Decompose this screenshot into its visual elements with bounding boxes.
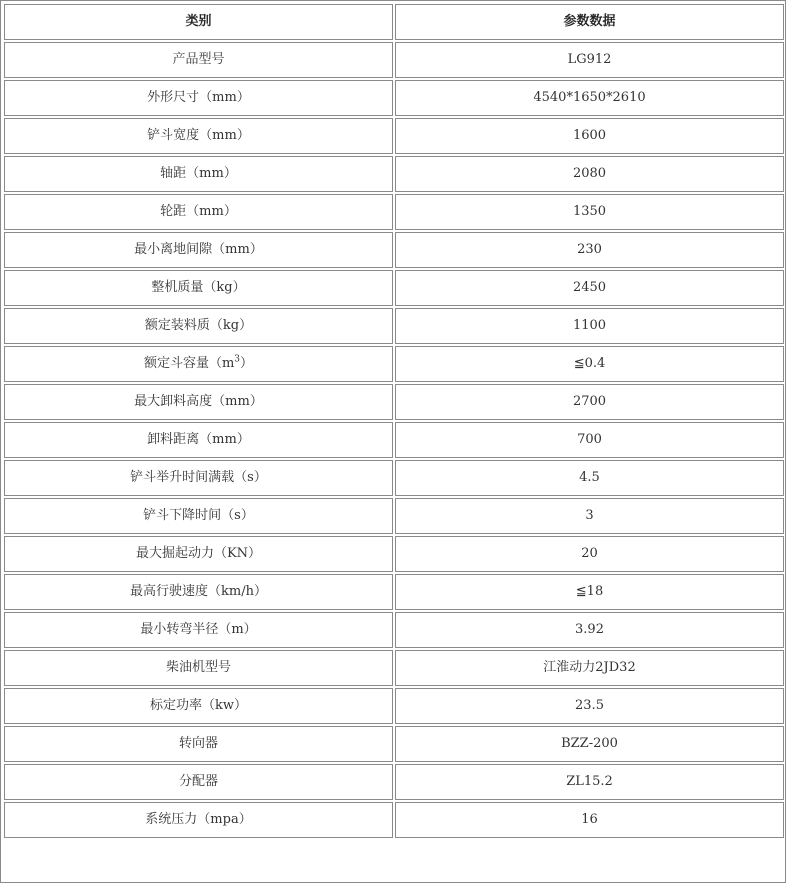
table-row	[4, 802, 784, 838]
table-row	[4, 726, 784, 762]
table-row	[4, 650, 784, 686]
header-category: 类别	[4, 4, 393, 40]
row-label: 最小离地间隙（mm）	[4, 232, 393, 268]
row-value: 23.5	[395, 688, 784, 724]
row-value: 230	[395, 232, 784, 268]
table-row	[4, 156, 784, 192]
row-label	[4, 346, 393, 382]
row-value: 2700	[395, 384, 784, 420]
superscript-three: 3	[234, 354, 241, 365]
row-label: 产品型号	[4, 42, 393, 78]
table-row	[4, 422, 784, 458]
row-label: 铲斗举升时间满载（s）	[4, 460, 393, 496]
row-label: 最大掘起动力（KN）	[4, 536, 393, 572]
row-label: 轮距（mm）	[4, 194, 393, 230]
header-parameter-data: 参数数据	[395, 4, 784, 40]
row-value: 700	[395, 422, 784, 458]
row-value: 1600	[395, 118, 784, 154]
row-value: ≦0.4	[395, 346, 784, 382]
row-label: 铲斗宽度（mm）	[4, 118, 393, 154]
row-label: 铲斗下降时间（s）	[4, 498, 393, 534]
row-label: 系统压力（mpa）	[4, 802, 393, 838]
table-header-row	[4, 4, 784, 40]
row-value: 3	[395, 498, 784, 534]
row-label: 柴油机型号	[4, 650, 393, 686]
row-label: 最小转弯半径（m）	[4, 612, 393, 648]
row-label: 整机质量（kg）	[4, 270, 393, 306]
spec-table	[2, 2, 786, 840]
table-row	[4, 764, 784, 800]
table-row	[4, 194, 784, 230]
row-value: ZL15.2	[395, 764, 784, 800]
row-value: 16	[395, 802, 784, 838]
row-label: 最大卸料高度（mm）	[4, 384, 393, 420]
row-label-text: 额定斗容量（m	[143, 356, 235, 371]
table-row	[4, 232, 784, 268]
row-label: 分配器	[4, 764, 393, 800]
row-value: 江淮动力2JD32	[395, 650, 784, 686]
row-value: 4.5	[395, 460, 784, 496]
table-row	[4, 498, 784, 534]
row-label: 标定功率（kw）	[4, 688, 393, 724]
row-value: 1100	[395, 308, 784, 344]
row-value: 2080	[395, 156, 784, 192]
table-row	[4, 118, 784, 154]
table-row	[4, 460, 784, 496]
row-value: 20	[395, 536, 784, 572]
row-label-close-paren: ）	[240, 356, 254, 371]
row-value: 1350	[395, 194, 784, 230]
row-label: 外形尺寸（mm）	[4, 80, 393, 116]
row-label: 卸料距离（mm）	[4, 422, 393, 458]
row-value: ≦18	[395, 574, 784, 610]
row-label: 最高行驶速度（km/h）	[4, 574, 393, 610]
row-label: 转向器	[4, 726, 393, 762]
row-value: LG912	[395, 42, 784, 78]
row-value: 2450	[395, 270, 784, 306]
table-row	[4, 42, 784, 78]
row-value: BZZ-200	[395, 726, 784, 762]
table-row	[4, 688, 784, 724]
table-row	[4, 384, 784, 420]
table-row	[4, 308, 784, 344]
row-value: 4540*1650*2610	[395, 80, 784, 116]
table-row	[4, 574, 784, 610]
table-row	[4, 346, 784, 382]
table-row	[4, 80, 784, 116]
row-label: 轴距（mm）	[4, 156, 393, 192]
table-row	[4, 270, 784, 306]
row-value: 3.92	[395, 612, 784, 648]
table-row	[4, 612, 784, 648]
row-label: 额定装料质（kg）	[4, 308, 393, 344]
table-row	[4, 536, 784, 572]
